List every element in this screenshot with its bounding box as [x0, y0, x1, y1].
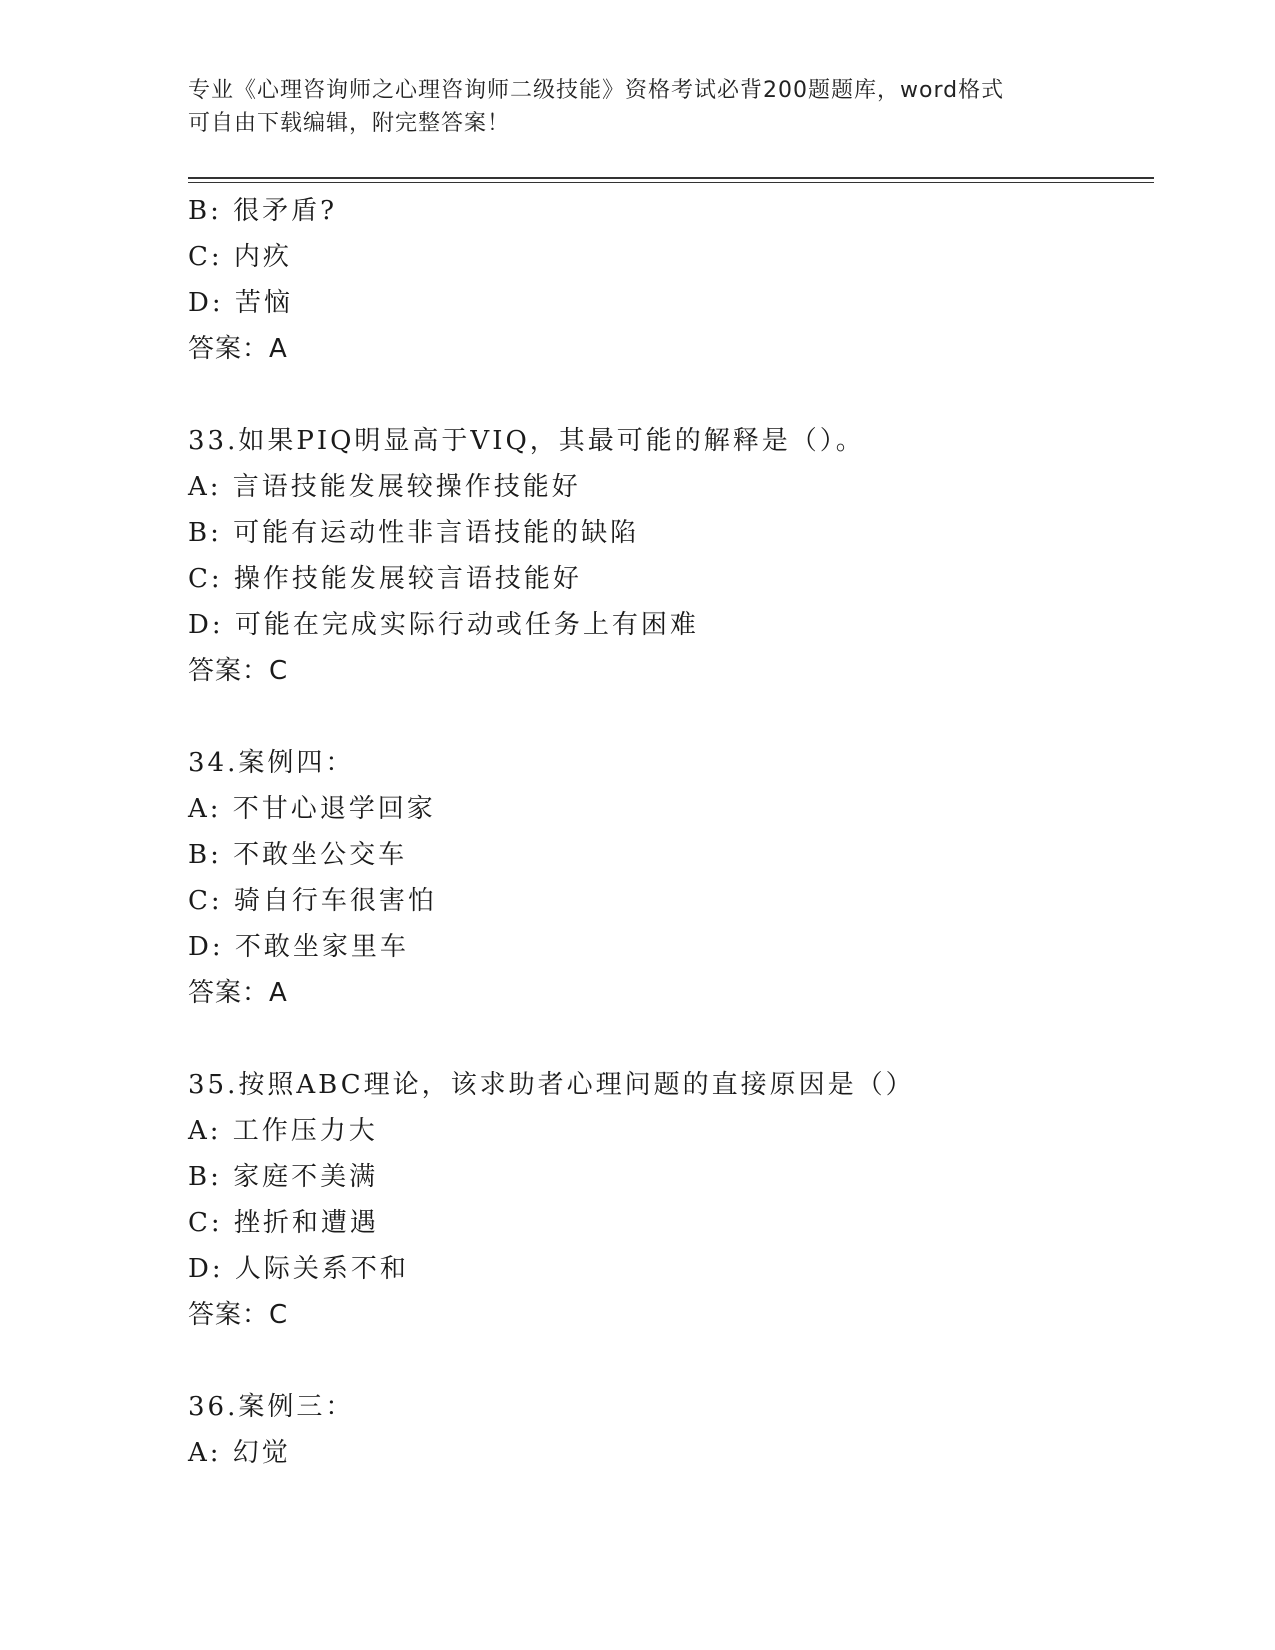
option-a: A: 不甘心退学回家: [188, 794, 436, 824]
option-b: B: 不敢坐公交车: [188, 840, 408, 870]
question-35: [188, 1062, 1168, 1338]
option-b: B: 很矛盾?: [188, 196, 338, 226]
option-b: B: 家庭不美满: [188, 1162, 379, 1192]
question-36: [188, 1384, 1168, 1476]
answer-line: 答案：C: [188, 656, 289, 686]
question-stem: 34.案例四：: [188, 748, 355, 778]
option-a: A: 工作压力大: [188, 1116, 378, 1146]
question-spacer: [188, 694, 1168, 740]
option-d: D: 人际关系不和: [188, 1254, 409, 1284]
question-spacer: [188, 1016, 1168, 1062]
option-c: C: 骑自行车很害怕: [188, 886, 437, 916]
question-stem: 33.如果PIQ明显高于VIQ，其最可能的解释是（）。: [188, 426, 865, 456]
question-partial: [188, 188, 1168, 372]
question-list: [188, 188, 1168, 1476]
header-divider: [188, 177, 1154, 179]
option-a: A: 言语技能发展较操作技能好: [188, 472, 581, 502]
option-d: D: 不敢坐家里车: [188, 932, 409, 962]
option-c: C: 操作技能发展较言语技能好: [188, 564, 582, 594]
question-34: [188, 740, 1168, 1016]
option-d: D: 可能在完成实际行动或任务上有困难: [188, 610, 699, 640]
option-c: C: 内疚: [188, 242, 292, 272]
option-c: C: 挫折和遭遇: [188, 1208, 379, 1238]
document-header: [188, 74, 1088, 140]
header-line-1: 专业《心理咨询师之心理咨询师二级技能》资格考试必背200题题库，word格式: [188, 78, 1005, 103]
header-divider-thin: [188, 182, 1154, 183]
question-stem: 36.案例三：: [188, 1392, 355, 1422]
question-stem: 35.按照ABC理论，该求助者心理问题的直接原因是（）: [188, 1070, 915, 1100]
option-b: B: 可能有运动性非言语技能的缺陷: [188, 518, 640, 548]
question-spacer: [188, 1338, 1168, 1384]
question-spacer: [188, 372, 1168, 418]
answer-line: 答案：A: [188, 334, 288, 364]
option-d: D: 苦恼: [188, 288, 293, 318]
question-33: [188, 418, 1168, 694]
header-line-2: 可自由下载编辑，附完整答案！: [188, 111, 511, 136]
answer-line: 答案：A: [188, 978, 288, 1008]
answer-line: 答案：C: [188, 1300, 289, 1330]
option-a: A: 幻觉: [188, 1438, 291, 1468]
